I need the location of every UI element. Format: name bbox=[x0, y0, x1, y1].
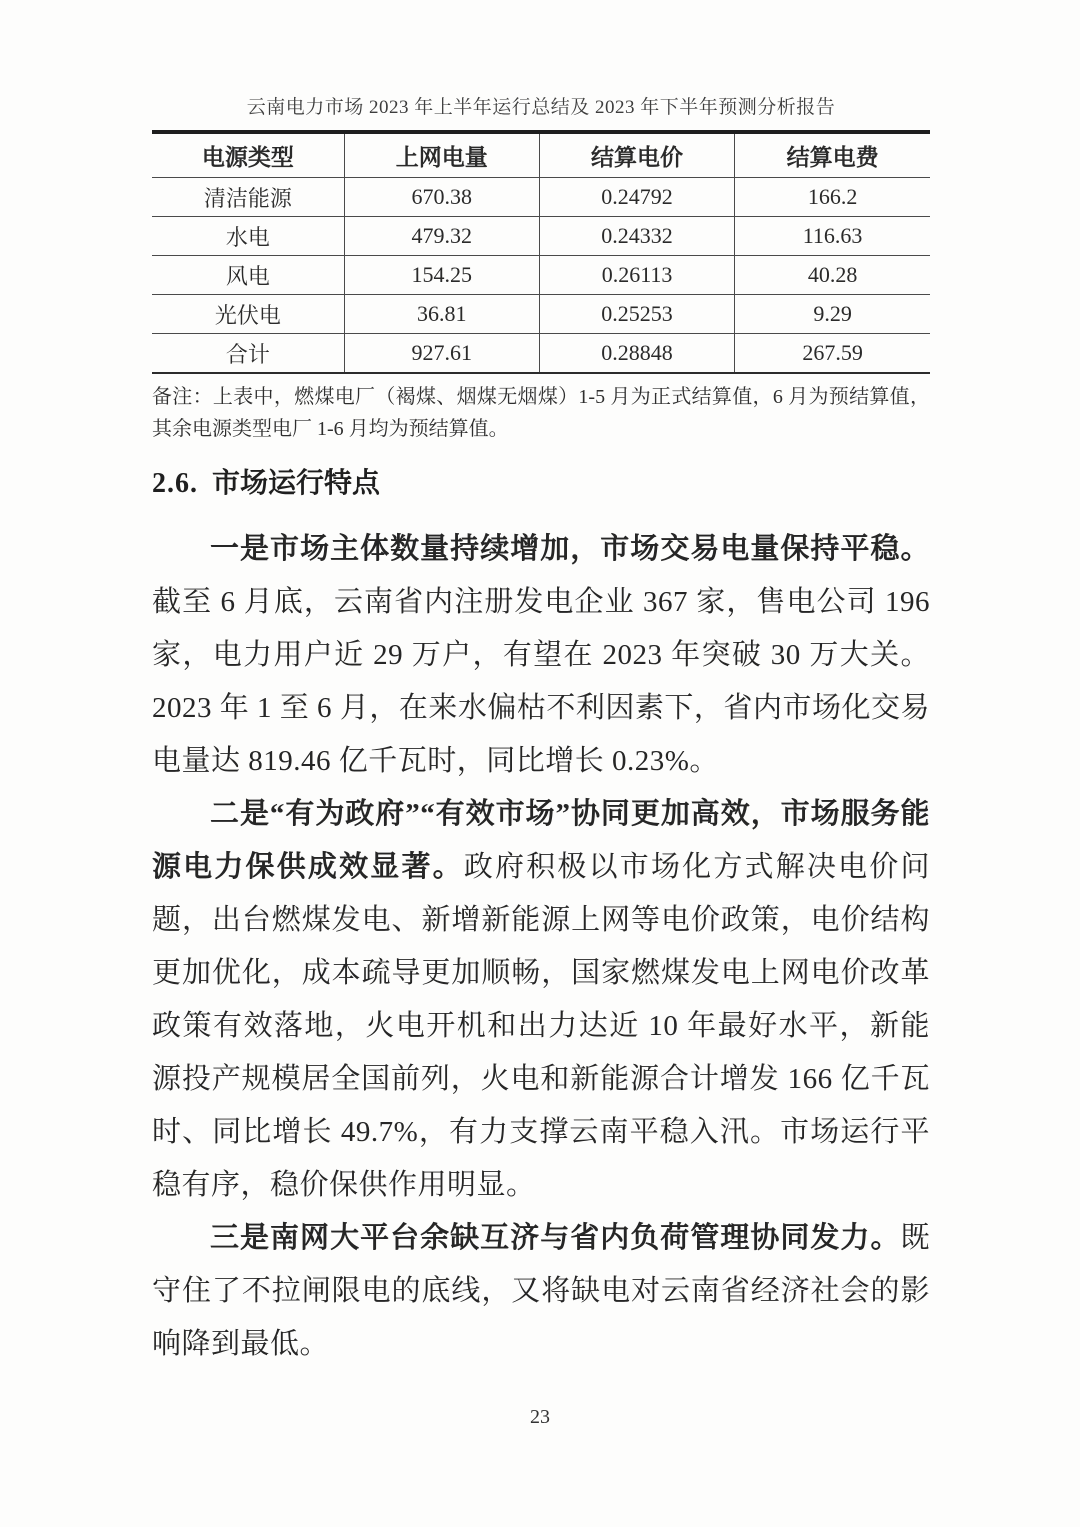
table-header-row bbox=[152, 132, 930, 178]
cell-power-type: 水电 bbox=[152, 217, 344, 256]
settlement-table-header bbox=[152, 132, 930, 178]
cell-grid-energy: 479.32 bbox=[344, 217, 539, 256]
paragraph-1-lead: 一是市场主体数量持续增加，市场交易电量保持平稳。 bbox=[210, 533, 930, 565]
cell-settlement-fee: 116.63 bbox=[735, 217, 930, 256]
table-row bbox=[152, 178, 930, 217]
cell-settlement-price: 0.26113 bbox=[539, 256, 734, 295]
column-header-grid-energy: 上网电量 bbox=[344, 132, 539, 178]
cell-grid-energy: 154.25 bbox=[344, 256, 539, 295]
paragraph-1 bbox=[152, 523, 930, 788]
cell-power-type: 光伏电 bbox=[152, 295, 344, 334]
table-footnote: 备注：上表中，燃煤电厂（褐煤、烟煤无烟煤）1-5 月为正式结算值，6 月为预结算值，其余电源类型电厂 1-6 月均为预结算值。 bbox=[152, 386, 930, 440]
cell-settlement-price: 0.24792 bbox=[539, 178, 734, 217]
cell-grid-energy: 927.61 bbox=[344, 334, 539, 374]
column-header-settlement-price: 结算电价 bbox=[539, 132, 734, 178]
table-row bbox=[152, 295, 930, 334]
table-row-total bbox=[152, 334, 930, 374]
cell-settlement-fee: 267.59 bbox=[735, 334, 930, 374]
cell-settlement-price: 0.25253 bbox=[539, 295, 734, 334]
paragraph-2 bbox=[152, 788, 930, 1212]
document-header-title: 云南电力市场 2023 年上半年运行总结及 2023 年下半年预测分析报告 bbox=[246, 97, 836, 118]
page-number: 23 bbox=[530, 1406, 550, 1428]
cell-settlement-fee: 40.28 bbox=[735, 256, 930, 295]
settlement-table-body bbox=[152, 178, 930, 374]
paragraph-2-body: 政府积极以市场化方式解决电价问题，出台燃煤发电、新增新能源上网等电价政策，电价结构更加优化，成本疏导更加顺畅，国家燃煤发电上网电价改革政策有效落地，火电开机和出力达近 10 年最好水平，新能源投产规模居全国前列，火电和新能源合计增发 166 亿千瓦时、同比增长 49.7%，有力支撑云南平稳入汛。市场运行平稳有序，稳价保供作用明显。 bbox=[152, 851, 930, 1201]
table-row bbox=[152, 217, 930, 256]
cell-grid-energy: 36.81 bbox=[344, 295, 539, 334]
cell-settlement-price: 0.28848 bbox=[539, 334, 734, 374]
paragraph-3-body: 既守住了不拉闸限电的底线，又将缺电对云南省经济社会的影响降到最低。 bbox=[152, 1222, 930, 1360]
settlement-table bbox=[152, 130, 930, 374]
section-body bbox=[152, 523, 930, 1371]
table-row bbox=[152, 256, 930, 295]
cell-power-type: 合计 bbox=[152, 334, 344, 374]
cell-power-type: 清洁能源 bbox=[152, 178, 344, 217]
section-title: 市场运行特点 bbox=[212, 468, 381, 499]
cell-settlement-fee: 9.29 bbox=[735, 295, 930, 334]
cell-settlement-fee: 166.2 bbox=[735, 178, 930, 217]
cell-grid-energy: 670.38 bbox=[344, 178, 539, 217]
section-number: 2.6. bbox=[152, 468, 198, 499]
paragraph-3-lead: 三是南网大平台余缺互济与省内负荷管理协同发力。 bbox=[210, 1222, 901, 1254]
paragraph-1-body: 截至 6 月底，云南省内注册发电企业 367 家，售电公司 196 家，电力用户近 29 万户，有望在 2023 年突破 30 万大关。2023 年 1 至 6 月，在来水偏枯不利因素下，省内市场化交易电量达 819.46 亿千瓦时，同比增长 0.23%。 bbox=[152, 586, 930, 777]
column-header-power-type: 电源类型 bbox=[152, 132, 344, 178]
paragraph-2-lead: 二是“有为政府”“有效市场”协同更加高效，市场服务能源电力保供成效显著。 bbox=[152, 798, 930, 883]
paragraph-3 bbox=[152, 1212, 930, 1371]
section-heading bbox=[152, 461, 930, 501]
cell-settlement-price: 0.24332 bbox=[539, 217, 734, 256]
column-header-settlement-fee: 结算电费 bbox=[735, 132, 930, 178]
page-content bbox=[152, 0, 930, 1371]
cell-power-type: 风电 bbox=[152, 256, 344, 295]
